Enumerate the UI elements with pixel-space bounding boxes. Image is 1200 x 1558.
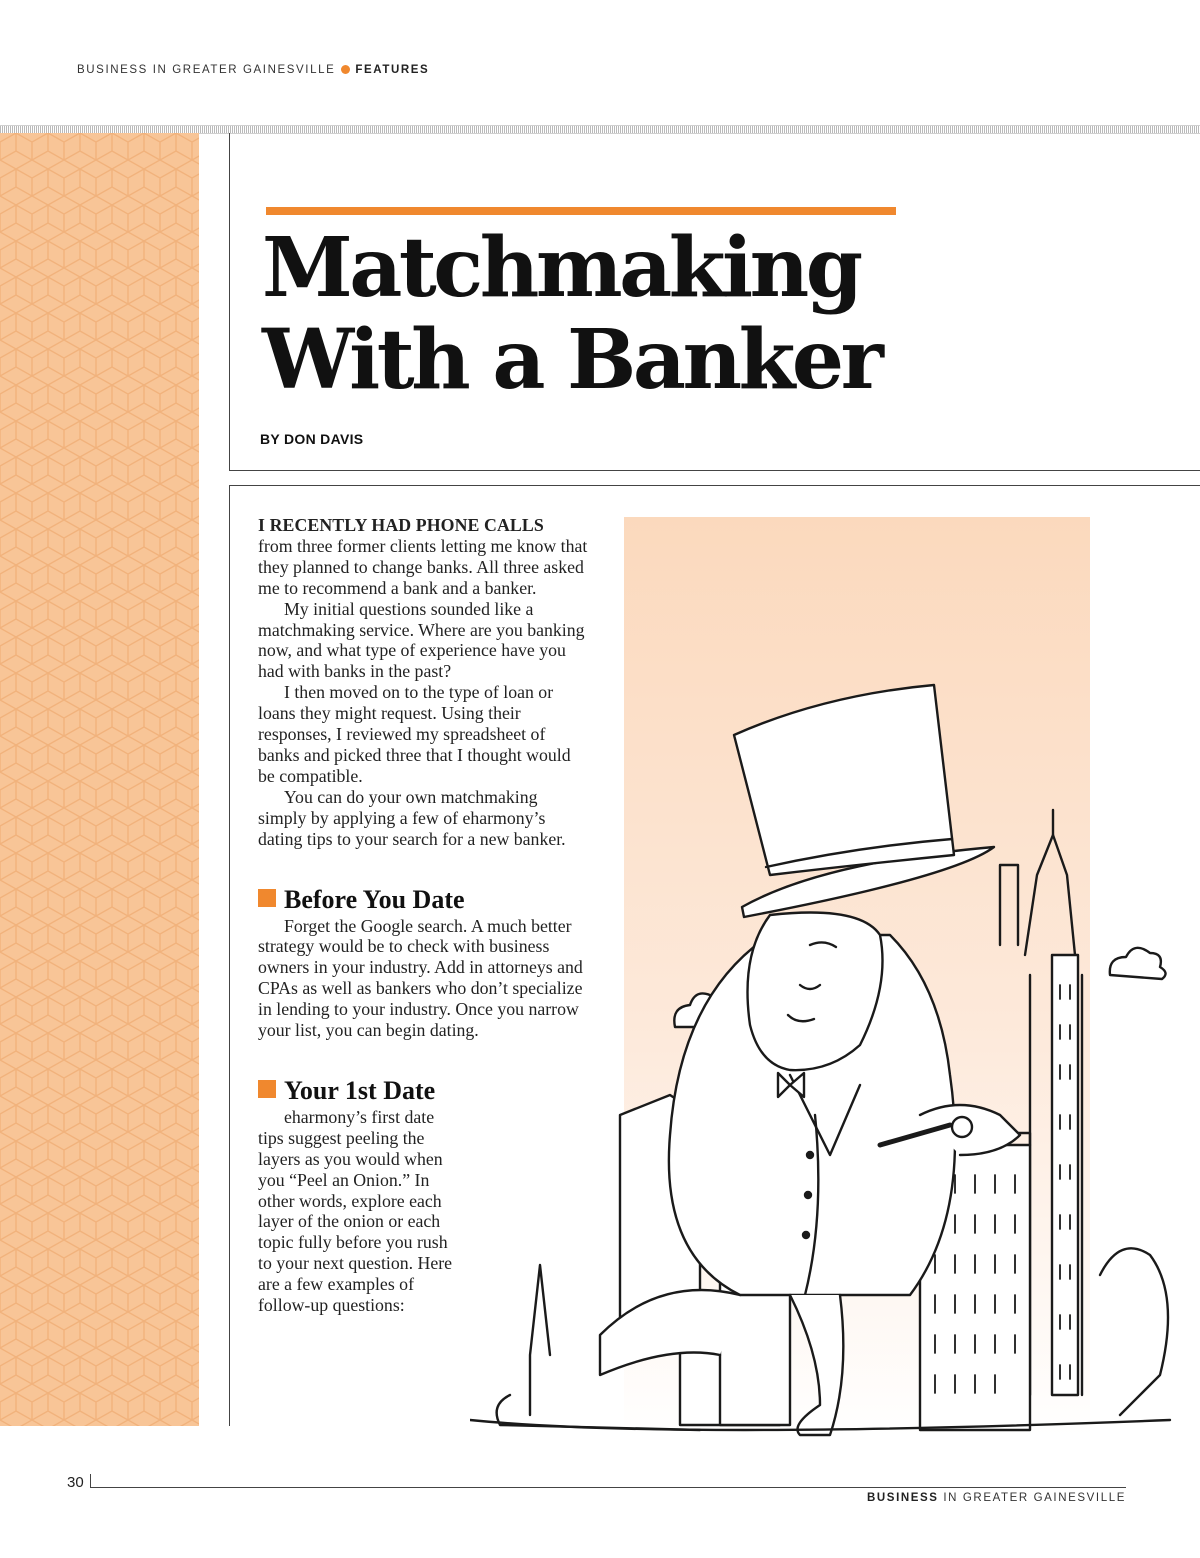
section-label: FEATURES: [355, 64, 430, 76]
footer-brand: [867, 1492, 1126, 1504]
page-number: 30: [67, 1474, 84, 1491]
paragraph-3: I then moved on to the type of loan or loans they might request. Using their responses, I reviewed my spreadsheet of banks and picked three that I thought would be compatible.: [258, 682, 571, 786]
subhead-text: Before You Date: [284, 884, 465, 914]
footer-brand-rest: IN GREATER GAINESVILLE: [943, 1492, 1126, 1504]
title-line-1: Matchmaking: [262, 220, 860, 316]
article-title: [262, 222, 942, 406]
section-2-text: eharmony’s first date tips suggest peeling the layers as you would when you “Peel an Onion.” In other words, explore each layer of the onion or each topic fully before you rush to your next question. Here are a few examples of follow-up questions:: [258, 1106, 453, 1316]
orange-dot-icon: [341, 65, 350, 74]
frame-line-top: [229, 133, 230, 470]
running-header: [77, 64, 429, 76]
article-body: [258, 515, 588, 1316]
lead-in: I RECENTLY HAD PHONE CALLS: [258, 515, 544, 535]
paragraph-2: My initial questions sounded like a matchmaking service. Where are you banking now, and what type of experience have you had with banks in the past?: [258, 598, 585, 682]
paragraph-4: You can do your own matchmaking simply by applying a few of eharmony’s dating tips to your search for a new banker.: [258, 786, 566, 849]
byline: BY DON DAVIS: [260, 431, 364, 447]
hexagon-pattern-icon: [0, 133, 199, 1426]
frame-rule-2: [229, 485, 1200, 486]
folio-tick: [90, 1474, 91, 1488]
orange-square-icon: [258, 889, 276, 907]
paragraph-1: [258, 515, 588, 599]
title-line-2: With a Banker: [262, 312, 881, 408]
title-accent-bar: [266, 207, 896, 215]
paragraph-1-text: from three former clients letting me know that they planned to change banks. All three asked me to recommend a bank and a banker.: [258, 535, 588, 598]
frame-line-body: [229, 485, 230, 1426]
subhead-before-you-date: [258, 886, 588, 914]
subhead-your-1st-date: [258, 1077, 588, 1105]
orange-square-icon: [258, 1080, 276, 1098]
frame-rule-1: [229, 470, 1200, 471]
decorative-side-panel: [0, 133, 199, 1426]
footer-rule: [90, 1487, 1126, 1488]
section-1-text: Forget the Google search. A much better strategy would be to check with business owners in your industry. Add in attorneys and CPAs as well as bankers who don’t specialize in lending to your industry. Once you narrow your list, you can begin dating.: [258, 915, 583, 1041]
footer-brand-bold: BUSINESS: [866, 1492, 939, 1504]
subhead-text: Your 1st Date: [284, 1075, 436, 1105]
publication-name: BUSINESS IN GREATER GAINESVILLE: [77, 64, 336, 76]
